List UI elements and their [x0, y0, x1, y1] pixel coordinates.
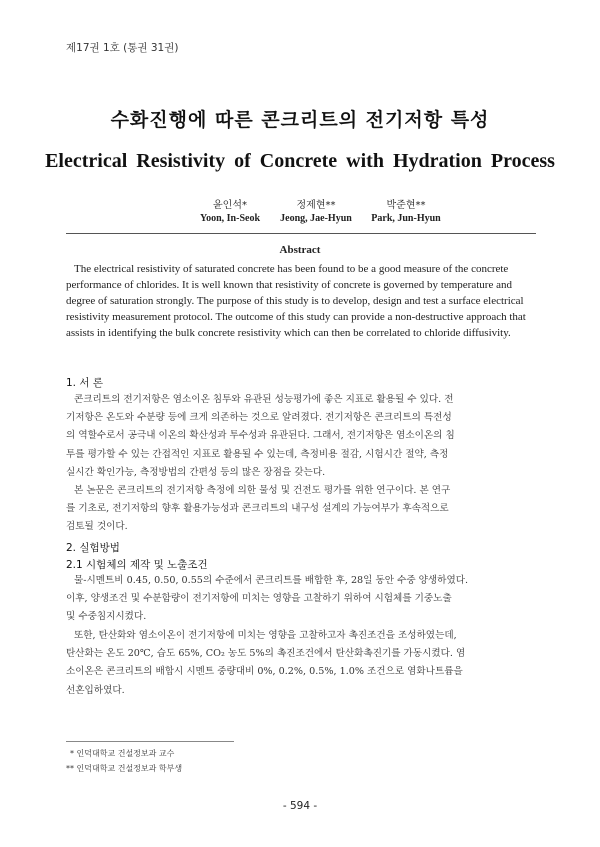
text-line: 기저항은 온도와 수분량 등에 크게 의존하는 것으로 알려졌다. 전기저항은 콘크리트의 특전성 [66, 412, 452, 424]
journal-header: 제17권 1호 (통권 31권) [66, 42, 179, 54]
abstract-line: The electrical resistivity of saturated concrete has been found to be a good measure of the concrete [74, 263, 509, 275]
text-line: 실시간 확인가능, 측정방법의 간편성 등의 많은 장점을 갖는다. [66, 466, 326, 478]
abstract-line: degree of saturation strongly. The purpose of this study is to develop, design and test a surface electrical [66, 295, 524, 307]
methods-paragraph-2 [66, 627, 536, 700]
text-line: 물-시멘트비 0.45, 0.50, 0.55의 수준에서 콘크리트를 배합한 후, 28일 동안 수중 양생하였다. [74, 575, 469, 586]
section-heading-introduction: 1. 서 론 [66, 377, 103, 389]
abstract-line: performance of chlorides. It is well known that resistivity of concrete is governed by temperature and [66, 279, 512, 291]
section-heading-methods: 2. 실험방법 [66, 542, 120, 554]
methods-paragraph-1 [66, 572, 536, 627]
introduction-paragraph-2 [66, 482, 536, 537]
text-line: 본 논문은 콘크리트의 전기저항 측정에 의한 물성 및 건전도 평가를 위한 연구이다. 본 연구 [74, 485, 451, 496]
text-line: 소이온은 콘크리트의 배합시 시멘트 중량대비 0%, 0.2%, 0.5%, 1.0% 조건으로 염화나트륨을 [66, 666, 463, 678]
text-line: 또한, 탄산화와 염소이온이 전기저항에 미치는 영향을 고찰하고자 촉진조건을 조성하였는데, [74, 630, 457, 641]
text-line: 선혼입하였다. [66, 684, 125, 696]
introduction-paragraph-1 [66, 391, 536, 482]
abstract-body [66, 261, 536, 341]
text-line: 탄산화는 온도 20℃, 습도 65%, CO₂ 농도 5%의 촉진조건에서 탄산화촉진기를 가동시켰다. 염 [66, 648, 466, 660]
footnote: ** 인덕대학교 건설정보과 학부생 [66, 764, 183, 773]
title-english: Electrical Resistivity of Concrete with Hydration Process [45, 150, 555, 172]
footnote: * 인덕대학교 건설정보과 교수 [70, 749, 175, 758]
text-line: 를 기초로, 전기저항의 향후 활용가능성과 콘크리트의 내구성 설계의 가능여부가 후속적으로 [66, 503, 449, 515]
text-line: 및 수중침지시켰다. [66, 611, 147, 623]
author-name-ko: 박준현** [386, 200, 426, 211]
abstract-title: Abstract [279, 244, 321, 256]
text-line: 검토될 것이다. [66, 521, 128, 533]
title-korean: 수화진행에 따른 콘크리트의 전기저항 특성 [110, 109, 490, 131]
text-line: 콘크리트의 전기저항은 염소이온 침투와 유관된 성능평가에 좋은 지표로 활용될 수 있다. 전 [74, 394, 454, 405]
text-line: 의 역할수로서 공극내 이온의 확산성과 투수성과 유관된다. 그래서, 전기저항은 염소이온의 침 [66, 430, 455, 442]
text-line: 투를 평가할 수 있는 간접적인 지표로 활용될 수 있는데, 측정비용 절감, 시험시간 절약, 측정 [66, 448, 449, 460]
page-number: - 594 - [282, 800, 318, 812]
author-name-en: Jeong, Jae-Hyun [280, 213, 352, 224]
footnotes [66, 746, 182, 776]
header-divider [66, 233, 536, 234]
text-line: 이후, 양생조건 및 수분함량이 전기저항에 미치는 영향을 고찰하기 위하여 시험체를 기중노출 [66, 593, 452, 605]
subsection-heading-specimens: 2.1 시험체의 제작 및 노출조건 [66, 559, 208, 571]
author-name-en: Yoon, In-Seok [199, 213, 261, 224]
footnote-divider [66, 741, 234, 742]
author-name-ko: 윤인석* [213, 200, 247, 211]
author-name-en: Park, Jun-Hyun [371, 213, 441, 224]
author-3 [352, 196, 460, 224]
abstract-line: resistivity measurement protocol. The outcome of this study can provide a non-destructive approach that [66, 311, 526, 323]
abstract-line: assists in identifying the bulk concrete resistivity which can then be correlated to chloride diffusivity. [66, 327, 511, 339]
author-name-ko: 정제현** [296, 200, 336, 211]
